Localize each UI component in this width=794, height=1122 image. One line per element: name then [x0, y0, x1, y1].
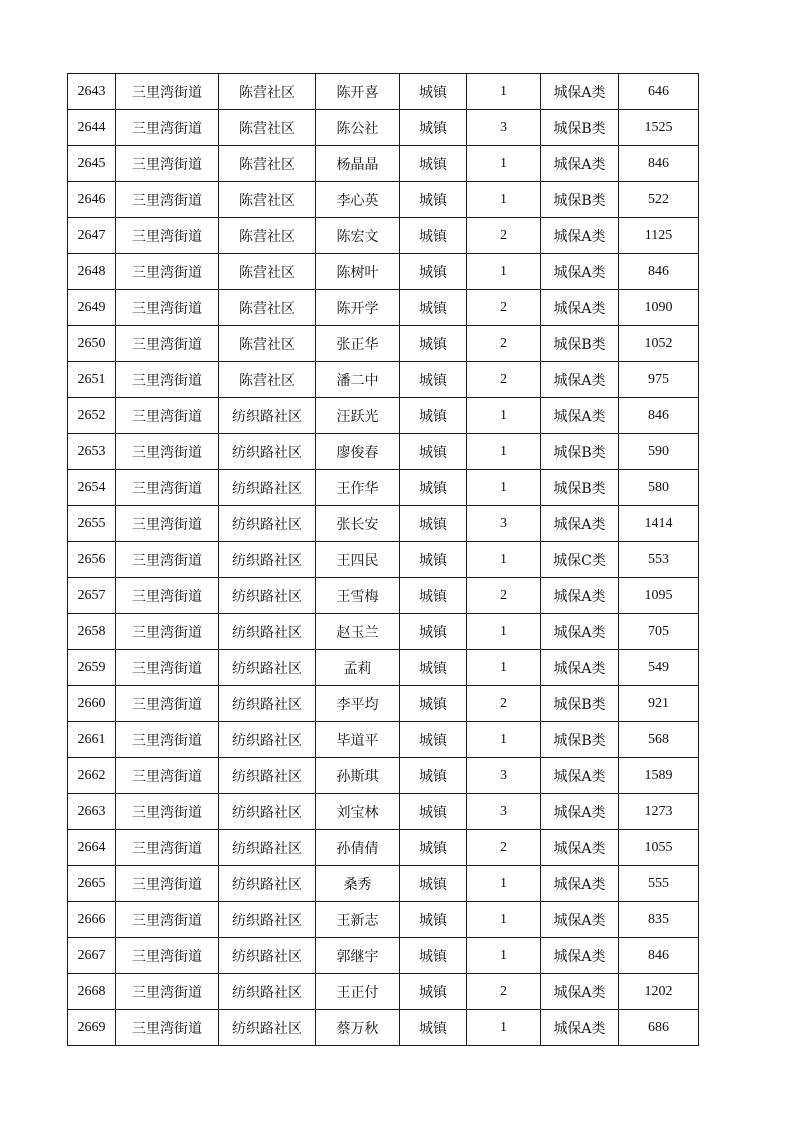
subdistrict-cell: 三里湾街道 — [116, 254, 219, 290]
table-row — [68, 650, 699, 686]
amount-cell: 553 — [619, 542, 699, 578]
community-cell: 纺织路社区 — [219, 794, 316, 830]
category-cell: 城保A类 — [541, 74, 619, 110]
serial-cell: 2655 — [68, 506, 116, 542]
community-cell: 纺织路社区 — [219, 578, 316, 614]
amount-cell: 646 — [619, 74, 699, 110]
category-cell: 城保A类 — [541, 614, 619, 650]
name-cell: 赵玉兰 — [316, 614, 400, 650]
household-type-cell: 城镇 — [400, 686, 467, 722]
subdistrict-cell: 三里湾街道 — [116, 470, 219, 506]
name-cell: 郭继宇 — [316, 938, 400, 974]
member-count-cell: 1 — [467, 254, 541, 290]
table-row — [68, 326, 699, 362]
category-cell: 城保B类 — [541, 722, 619, 758]
name-cell: 孟莉 — [316, 650, 400, 686]
community-cell: 纺织路社区 — [219, 650, 316, 686]
household-type-cell: 城镇 — [400, 830, 467, 866]
name-cell: 孙斯琪 — [316, 758, 400, 794]
member-count-cell: 2 — [467, 974, 541, 1010]
community-cell: 陈营社区 — [219, 182, 316, 218]
community-cell: 纺织路社区 — [219, 506, 316, 542]
serial-cell: 2654 — [68, 470, 116, 506]
table-row — [68, 470, 699, 506]
category-cell: 城保B类 — [541, 434, 619, 470]
amount-cell: 975 — [619, 362, 699, 398]
name-cell: 汪跃光 — [316, 398, 400, 434]
amount-cell: 568 — [619, 722, 699, 758]
serial-cell: 2669 — [68, 1010, 116, 1046]
category-cell: 城保A类 — [541, 290, 619, 326]
amount-cell: 1525 — [619, 110, 699, 146]
subdistrict-cell: 三里湾街道 — [116, 362, 219, 398]
name-cell: 王四民 — [316, 542, 400, 578]
subdistrict-cell: 三里湾街道 — [116, 398, 219, 434]
member-count-cell: 1 — [467, 434, 541, 470]
amount-cell: 846 — [619, 938, 699, 974]
serial-cell: 2650 — [68, 326, 116, 362]
table-row — [68, 290, 699, 326]
table-row — [68, 434, 699, 470]
subdistrict-cell: 三里湾街道 — [116, 506, 219, 542]
community-cell: 陈营社区 — [219, 110, 316, 146]
serial-cell: 2662 — [68, 758, 116, 794]
name-cell: 王雪梅 — [316, 578, 400, 614]
community-cell: 陈营社区 — [219, 218, 316, 254]
member-count-cell: 1 — [467, 146, 541, 182]
household-type-cell: 城镇 — [400, 326, 467, 362]
name-cell: 李心英 — [316, 182, 400, 218]
amount-cell: 686 — [619, 1010, 699, 1046]
subdistrict-cell: 三里湾街道 — [116, 902, 219, 938]
household-type-cell: 城镇 — [400, 470, 467, 506]
serial-cell: 2645 — [68, 146, 116, 182]
community-cell: 纺织路社区 — [219, 542, 316, 578]
category-cell: 城保A类 — [541, 1010, 619, 1046]
member-count-cell: 1 — [467, 650, 541, 686]
category-cell: 城保A类 — [541, 578, 619, 614]
table-row — [68, 578, 699, 614]
household-type-cell: 城镇 — [400, 542, 467, 578]
member-count-cell: 1 — [467, 1010, 541, 1046]
name-cell: 王作华 — [316, 470, 400, 506]
name-cell: 张正华 — [316, 326, 400, 362]
name-cell: 潘二中 — [316, 362, 400, 398]
name-cell: 李平均 — [316, 686, 400, 722]
category-cell: 城保A类 — [541, 218, 619, 254]
table-row — [68, 974, 699, 1010]
table-row — [68, 902, 699, 938]
amount-cell: 1125 — [619, 218, 699, 254]
table-row — [68, 614, 699, 650]
community-cell: 纺织路社区 — [219, 1010, 316, 1046]
community-cell: 陈营社区 — [219, 74, 316, 110]
subdistrict-cell: 三里湾街道 — [116, 758, 219, 794]
member-count-cell: 3 — [467, 506, 541, 542]
serial-cell: 2656 — [68, 542, 116, 578]
community-cell: 纺织路社区 — [219, 434, 316, 470]
subdistrict-cell: 三里湾街道 — [116, 110, 219, 146]
serial-cell: 2658 — [68, 614, 116, 650]
name-cell: 孙倩倩 — [316, 830, 400, 866]
subdistrict-cell: 三里湾街道 — [116, 146, 219, 182]
serial-cell: 2665 — [68, 866, 116, 902]
subdistrict-cell: 三里湾街道 — [116, 74, 219, 110]
member-count-cell: 1 — [467, 902, 541, 938]
community-cell: 纺织路社区 — [219, 722, 316, 758]
table-row — [68, 830, 699, 866]
amount-cell: 1090 — [619, 290, 699, 326]
serial-cell: 2661 — [68, 722, 116, 758]
subdistrict-cell: 三里湾街道 — [116, 794, 219, 830]
serial-cell: 2647 — [68, 218, 116, 254]
name-cell: 桑秀 — [316, 866, 400, 902]
subdistrict-cell: 三里湾街道 — [116, 722, 219, 758]
table-row — [68, 1010, 699, 1046]
serial-cell: 2657 — [68, 578, 116, 614]
community-cell: 纺织路社区 — [219, 614, 316, 650]
household-type-cell: 城镇 — [400, 722, 467, 758]
member-count-cell: 3 — [467, 794, 541, 830]
community-cell: 陈营社区 — [219, 362, 316, 398]
household-type-cell: 城镇 — [400, 794, 467, 830]
serial-cell: 2643 — [68, 74, 116, 110]
amount-cell: 1095 — [619, 578, 699, 614]
table-row — [68, 74, 699, 110]
subdistrict-cell: 三里湾街道 — [116, 1010, 219, 1046]
category-cell: 城保B类 — [541, 110, 619, 146]
category-cell: 城保A类 — [541, 362, 619, 398]
name-cell: 廖俊春 — [316, 434, 400, 470]
serial-cell: 2649 — [68, 290, 116, 326]
community-cell: 纺织路社区 — [219, 974, 316, 1010]
subdistrict-cell: 三里湾街道 — [116, 686, 219, 722]
table-row — [68, 110, 699, 146]
name-cell: 蔡万秋 — [316, 1010, 400, 1046]
household-type-cell: 城镇 — [400, 218, 467, 254]
member-count-cell: 3 — [467, 110, 541, 146]
member-count-cell: 1 — [467, 938, 541, 974]
subdistrict-cell: 三里湾街道 — [116, 542, 219, 578]
amount-cell: 846 — [619, 146, 699, 182]
subdistrict-cell: 三里湾街道 — [116, 830, 219, 866]
member-count-cell: 3 — [467, 758, 541, 794]
table-row — [68, 686, 699, 722]
household-type-cell: 城镇 — [400, 866, 467, 902]
category-cell: 城保C类 — [541, 542, 619, 578]
subdistrict-cell: 三里湾街道 — [116, 434, 219, 470]
community-cell: 纺织路社区 — [219, 902, 316, 938]
amount-cell: 549 — [619, 650, 699, 686]
category-cell: 城保A类 — [541, 506, 619, 542]
subdistrict-cell: 三里湾街道 — [116, 650, 219, 686]
amount-cell: 846 — [619, 398, 699, 434]
serial-cell: 2648 — [68, 254, 116, 290]
household-type-cell: 城镇 — [400, 290, 467, 326]
household-type-cell: 城镇 — [400, 74, 467, 110]
subdistrict-cell: 三里湾街道 — [116, 182, 219, 218]
table-row — [68, 254, 699, 290]
serial-cell: 2653 — [68, 434, 116, 470]
category-cell: 城保A类 — [541, 866, 619, 902]
subdistrict-cell: 三里湾街道 — [116, 578, 219, 614]
serial-cell: 2660 — [68, 686, 116, 722]
household-type-cell: 城镇 — [400, 902, 467, 938]
member-count-cell: 1 — [467, 398, 541, 434]
member-count-cell: 1 — [467, 722, 541, 758]
amount-cell: 580 — [619, 470, 699, 506]
member-count-cell: 2 — [467, 686, 541, 722]
household-type-cell: 城镇 — [400, 758, 467, 794]
amount-cell: 846 — [619, 254, 699, 290]
subdistrict-cell: 三里湾街道 — [116, 938, 219, 974]
community-cell: 纺织路社区 — [219, 938, 316, 974]
table-row — [68, 398, 699, 434]
table-row — [68, 794, 699, 830]
household-type-cell: 城镇 — [400, 362, 467, 398]
amount-cell: 522 — [619, 182, 699, 218]
serial-cell: 2668 — [68, 974, 116, 1010]
table-row — [68, 218, 699, 254]
amount-cell: 555 — [619, 866, 699, 902]
name-cell: 王正付 — [316, 974, 400, 1010]
beneficiary-table — [67, 73, 699, 1046]
category-cell: 城保B类 — [541, 686, 619, 722]
table-row — [68, 758, 699, 794]
member-count-cell: 1 — [467, 182, 541, 218]
amount-cell: 590 — [619, 434, 699, 470]
subdistrict-cell: 三里湾街道 — [116, 614, 219, 650]
table-row — [68, 542, 699, 578]
name-cell: 陈树叶 — [316, 254, 400, 290]
community-cell: 陈营社区 — [219, 146, 316, 182]
category-cell: 城保A类 — [541, 974, 619, 1010]
subdistrict-cell: 三里湾街道 — [116, 290, 219, 326]
category-cell: 城保A类 — [541, 254, 619, 290]
member-count-cell: 1 — [467, 614, 541, 650]
member-count-cell: 2 — [467, 290, 541, 326]
household-type-cell: 城镇 — [400, 110, 467, 146]
member-count-cell: 1 — [467, 542, 541, 578]
household-type-cell: 城镇 — [400, 578, 467, 614]
serial-cell: 2663 — [68, 794, 116, 830]
name-cell: 毕道平 — [316, 722, 400, 758]
household-type-cell: 城镇 — [400, 182, 467, 218]
serial-cell: 2652 — [68, 398, 116, 434]
amount-cell: 1055 — [619, 830, 699, 866]
community-cell: 纺织路社区 — [219, 758, 316, 794]
community-cell: 纺织路社区 — [219, 470, 316, 506]
table-row — [68, 362, 699, 398]
table-row — [68, 938, 699, 974]
subdistrict-cell: 三里湾街道 — [116, 218, 219, 254]
member-count-cell: 2 — [467, 578, 541, 614]
category-cell: 城保B类 — [541, 470, 619, 506]
serial-cell: 2644 — [68, 110, 116, 146]
member-count-cell: 2 — [467, 218, 541, 254]
category-cell: 城保A类 — [541, 794, 619, 830]
household-type-cell: 城镇 — [400, 398, 467, 434]
amount-cell: 705 — [619, 614, 699, 650]
category-cell: 城保A类 — [541, 146, 619, 182]
community-cell: 陈营社区 — [219, 326, 316, 362]
amount-cell: 835 — [619, 902, 699, 938]
category-cell: 城保A类 — [541, 398, 619, 434]
name-cell: 陈开喜 — [316, 74, 400, 110]
community-cell: 陈营社区 — [219, 290, 316, 326]
amount-cell: 1589 — [619, 758, 699, 794]
category-cell: 城保A类 — [541, 938, 619, 974]
community-cell: 纺织路社区 — [219, 830, 316, 866]
serial-cell: 2651 — [68, 362, 116, 398]
household-type-cell: 城镇 — [400, 146, 467, 182]
amount-cell: 1414 — [619, 506, 699, 542]
name-cell: 张长安 — [316, 506, 400, 542]
member-count-cell: 2 — [467, 830, 541, 866]
table-row — [68, 506, 699, 542]
member-count-cell: 1 — [467, 470, 541, 506]
category-cell: 城保B类 — [541, 182, 619, 218]
name-cell: 刘宝林 — [316, 794, 400, 830]
subdistrict-cell: 三里湾街道 — [116, 326, 219, 362]
household-type-cell: 城镇 — [400, 434, 467, 470]
name-cell: 杨晶晶 — [316, 146, 400, 182]
name-cell: 陈公社 — [316, 110, 400, 146]
category-cell: 城保A类 — [541, 758, 619, 794]
category-cell: 城保A类 — [541, 650, 619, 686]
member-count-cell: 1 — [467, 866, 541, 902]
name-cell: 陈开学 — [316, 290, 400, 326]
serial-cell: 2664 — [68, 830, 116, 866]
table-body — [68, 74, 699, 1046]
member-count-cell: 2 — [467, 326, 541, 362]
household-type-cell: 城镇 — [400, 506, 467, 542]
household-type-cell: 城镇 — [400, 650, 467, 686]
category-cell: 城保A类 — [541, 902, 619, 938]
community-cell: 纺织路社区 — [219, 398, 316, 434]
member-count-cell: 2 — [467, 362, 541, 398]
serial-cell: 2666 — [68, 902, 116, 938]
community-cell: 陈营社区 — [219, 254, 316, 290]
table-row — [68, 722, 699, 758]
amount-cell: 1052 — [619, 326, 699, 362]
community-cell: 纺织路社区 — [219, 866, 316, 902]
name-cell: 陈宏文 — [316, 218, 400, 254]
household-type-cell: 城镇 — [400, 938, 467, 974]
household-type-cell: 城镇 — [400, 254, 467, 290]
table-row — [68, 146, 699, 182]
member-count-cell: 1 — [467, 74, 541, 110]
amount-cell: 1273 — [619, 794, 699, 830]
serial-cell: 2646 — [68, 182, 116, 218]
table-row — [68, 866, 699, 902]
serial-cell: 2659 — [68, 650, 116, 686]
subdistrict-cell: 三里湾街道 — [116, 974, 219, 1010]
table-row — [68, 182, 699, 218]
amount-cell: 921 — [619, 686, 699, 722]
category-cell: 城保A类 — [541, 830, 619, 866]
household-type-cell: 城镇 — [400, 614, 467, 650]
household-type-cell: 城镇 — [400, 974, 467, 1010]
community-cell: 纺织路社区 — [219, 686, 316, 722]
amount-cell: 1202 — [619, 974, 699, 1010]
name-cell: 王新志 — [316, 902, 400, 938]
category-cell: 城保B类 — [541, 326, 619, 362]
serial-cell: 2667 — [68, 938, 116, 974]
subdistrict-cell: 三里湾街道 — [116, 866, 219, 902]
household-type-cell: 城镇 — [400, 1010, 467, 1046]
